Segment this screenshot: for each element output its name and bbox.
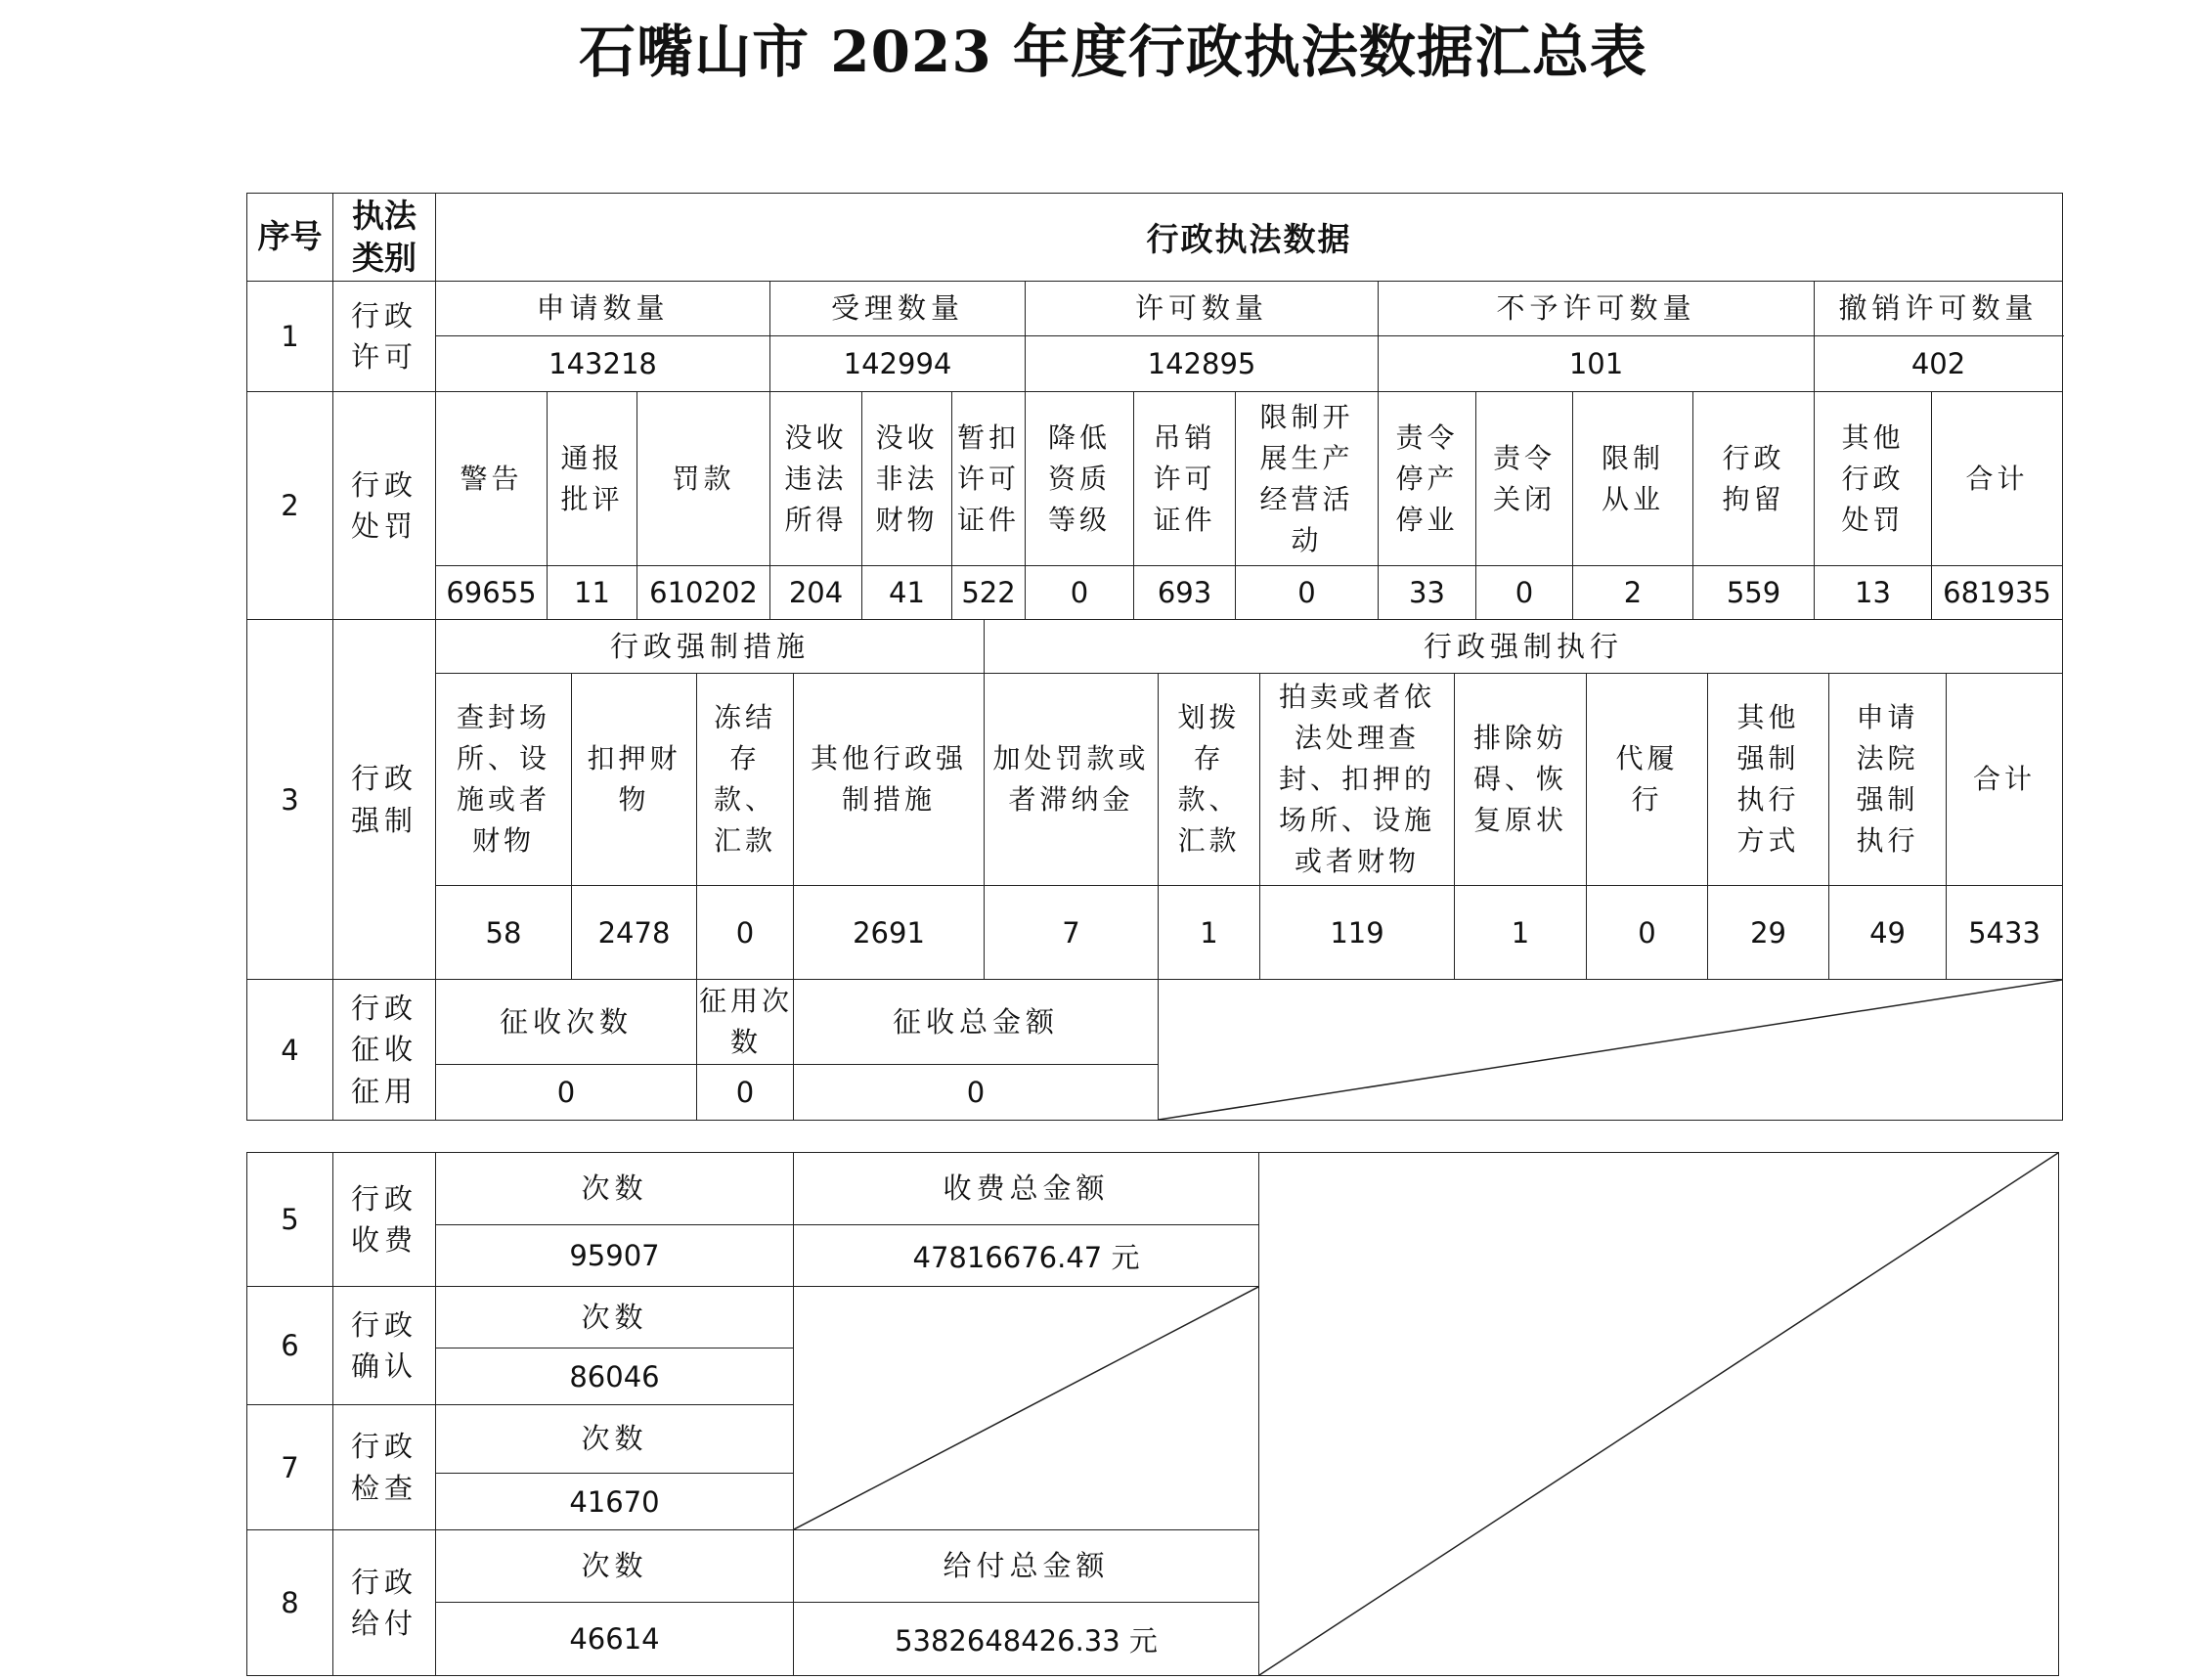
- row1-label-accepted: 受理数量: [770, 282, 1026, 336]
- row3-value-auction: 119: [1260, 886, 1455, 980]
- row2-value-warning: 69655: [436, 566, 548, 620]
- row8-value-payment-amount: 5382648426.33 元: [794, 1603, 1259, 1676]
- row2-label-warning: 警告: [436, 392, 548, 566]
- row2-value-confiscate-gains: 204: [770, 566, 862, 620]
- row3-label-court-execution: 申请法院强制执行: [1829, 674, 1947, 886]
- row3-value-seal-up: 58: [436, 886, 572, 980]
- row5-label-fee-amount: 收费总金额: [794, 1153, 1259, 1225]
- row3-label-additional-fine: 加处罚款或者滞纳金: [985, 674, 1159, 886]
- row1-label-application: 申请数量: [436, 282, 770, 336]
- row4-value-requisition-count: 0: [697, 1065, 794, 1121]
- row2-label-total: 合计: [1932, 392, 2063, 566]
- row8-label-count: 次数: [436, 1530, 794, 1603]
- row4-label-levy-count: 征收次数: [436, 980, 697, 1065]
- row3-value-other-measures: 2691: [794, 886, 985, 980]
- row2-value-suspend-license: 522: [952, 566, 1026, 620]
- row3-serial-no: 3: [247, 620, 333, 980]
- row6-label-count: 次数: [436, 1287, 794, 1348]
- row3-value-freeze-deposits: 0: [697, 886, 794, 980]
- row4-value-levy-count: 0: [436, 1065, 697, 1121]
- enforcement-table-main: [246, 193, 2063, 620]
- row2-label-fine: 罚款: [637, 392, 770, 566]
- row3-value-remove-obstruction: 1: [1455, 886, 1587, 980]
- row3-label-remove-obstruction: 排除妨碍、恢复原状: [1455, 674, 1587, 886]
- row2-label-order-closure: 责令关闭: [1476, 392, 1573, 566]
- row8-type: 行政给付: [333, 1530, 436, 1676]
- row3-label-transfer-deposits: 划拨存款、汇款: [1159, 674, 1260, 886]
- header-serial-no: 序号: [247, 194, 333, 282]
- row2-value-total: 681935: [1932, 566, 2063, 620]
- row3-label-other-execution: 其他强制执行方式: [1708, 674, 1829, 886]
- row2-label-other-penalty: 其他行政处罚: [1815, 392, 1932, 566]
- row5-serial-no: 5: [247, 1153, 333, 1287]
- row3-label-freeze-deposits: 冻结存款、汇款: [697, 674, 794, 886]
- row2-value-downgrade-qualification: 0: [1026, 566, 1134, 620]
- row3-value-additional-fine: 7: [985, 886, 1159, 980]
- row3-label-substitute-performance: 代履行: [1587, 674, 1708, 886]
- row1-label-permitted: 许可数量: [1026, 282, 1379, 336]
- row8-serial-no: 8: [247, 1530, 333, 1676]
- row3-label-seal-up: 查封场所、设施或者财物: [436, 674, 572, 886]
- diagonal-line: [1159, 980, 2062, 1120]
- row2-label-downgrade-qualification: 降低资质等级: [1026, 392, 1134, 566]
- enforcement-table-coercion: [246, 619, 2063, 1121]
- row2-label-notice-criticism: 通报批评: [548, 392, 637, 566]
- row1-value-denied: 101: [1379, 336, 1815, 392]
- secondary-blank-cell: [1259, 1153, 2059, 1676]
- row7-value-count: 41670: [436, 1474, 794, 1530]
- row2-value-order-suspension: 33: [1379, 566, 1476, 620]
- row7-label-count: 次数: [436, 1405, 794, 1474]
- row2-label-detention: 行政拘留: [1693, 392, 1815, 566]
- row6-type: 行政确认: [333, 1287, 436, 1405]
- row2-value-notice-criticism: 11: [548, 566, 637, 620]
- row1-serial-no: 1: [247, 282, 333, 392]
- row3-type: 行政强制: [333, 620, 436, 980]
- row2-label-order-suspension: 责令停产停业: [1379, 392, 1476, 566]
- row6-value-count: 86046: [436, 1348, 794, 1405]
- row1-value-accepted: 142994: [770, 336, 1026, 392]
- row1-label-denied: 不予许可数量: [1379, 282, 1815, 336]
- row4-value-levy-amount: 0: [794, 1065, 1159, 1121]
- row8-value-count: 46614: [436, 1603, 794, 1676]
- row3-value-transfer-deposits: 1: [1159, 886, 1260, 980]
- row2-serial-no: 2: [247, 392, 333, 620]
- row3-value-court-execution: 49: [1829, 886, 1947, 980]
- row2-label-confiscate-gains: 没收违法所得: [770, 392, 862, 566]
- row5-value-fee-amount: 47816676.47 元: [794, 1225, 1259, 1287]
- row4-label-requisition-count: 征用次数: [697, 980, 794, 1065]
- row2-value-order-closure: 0: [1476, 566, 1573, 620]
- row8-label-payment-amount: 给付总金额: [794, 1530, 1259, 1603]
- header-enforcement-type: 执法类别: [333, 194, 436, 282]
- row3-label-other-measures: 其他行政强制措施: [794, 674, 985, 886]
- row3-value-total: 5433: [1947, 886, 2063, 980]
- diagonal-line: [794, 1287, 1258, 1529]
- row3-value-other-execution: 29: [1708, 886, 1829, 980]
- row5-value-count: 95907: [436, 1225, 794, 1287]
- row2-value-restrict-operation: 0: [1236, 566, 1379, 620]
- row4-serial-no: 4: [247, 980, 333, 1121]
- row3-value-substitute-performance: 0: [1587, 886, 1708, 980]
- row2-value-revoke-license: 693: [1134, 566, 1236, 620]
- row2-label-restrict-operation: 限制开展生产经营活动: [1236, 392, 1379, 566]
- row6-serial-no: 6: [247, 1287, 333, 1405]
- row2-label-confiscate-property: 没收非法财物: [862, 392, 952, 566]
- row2-value-other-penalty: 13: [1815, 566, 1932, 620]
- row2-label-suspend-license: 暂扣许可证件: [952, 392, 1026, 566]
- row5-label-count: 次数: [436, 1153, 794, 1225]
- row3-group-coercive-execution: 行政强制执行: [985, 620, 2063, 674]
- row4-type: 行政征收征用: [333, 980, 436, 1121]
- row2-type: 行政处罚: [333, 392, 436, 620]
- diagonal-line: [1259, 1153, 2058, 1675]
- row1-value-revoked: 402: [1815, 336, 2063, 392]
- row6-7-blank-cell: [794, 1287, 1259, 1530]
- row2-value-detention: 559: [1693, 566, 1815, 620]
- row1-value-permitted: 142895: [1026, 336, 1379, 392]
- row2-value-confiscate-property: 41: [862, 566, 952, 620]
- row2-value-restrict-employment: 2: [1573, 566, 1693, 620]
- row1-label-revoked: 撤销许可数量: [1815, 282, 2063, 336]
- page-title: 石嘴山市 2023 年度行政执法数据汇总表: [579, 19, 1647, 85]
- header-enforcement-data: 行政执法数据: [436, 194, 2063, 282]
- row1-type: 行政许可: [333, 282, 436, 392]
- row4-blank-cell: [1159, 980, 2063, 1121]
- row2-label-restrict-employment: 限制从业: [1573, 392, 1693, 566]
- row2-label-revoke-license: 吊销许可证件: [1134, 392, 1236, 566]
- row3-label-auction: 拍卖或者依法处理查封、扣押的场所、设施或者财物: [1260, 674, 1455, 886]
- row4-label-levy-amount: 征收总金额: [794, 980, 1159, 1065]
- enforcement-table-secondary: [246, 1152, 2059, 1676]
- row3-value-seize-property: 2478: [572, 886, 697, 980]
- row3-group-coercive-measures: 行政强制措施: [436, 620, 985, 674]
- row2-value-fine: 610202: [637, 566, 770, 620]
- row7-type: 行政检查: [333, 1405, 436, 1530]
- row3-label-total: 合计: [1947, 674, 2063, 886]
- row1-value-application: 143218: [436, 336, 770, 392]
- row7-serial-no: 7: [247, 1405, 333, 1530]
- row3-label-seize-property: 扣押财物: [572, 674, 697, 886]
- row5-type: 行政收费: [333, 1153, 436, 1287]
